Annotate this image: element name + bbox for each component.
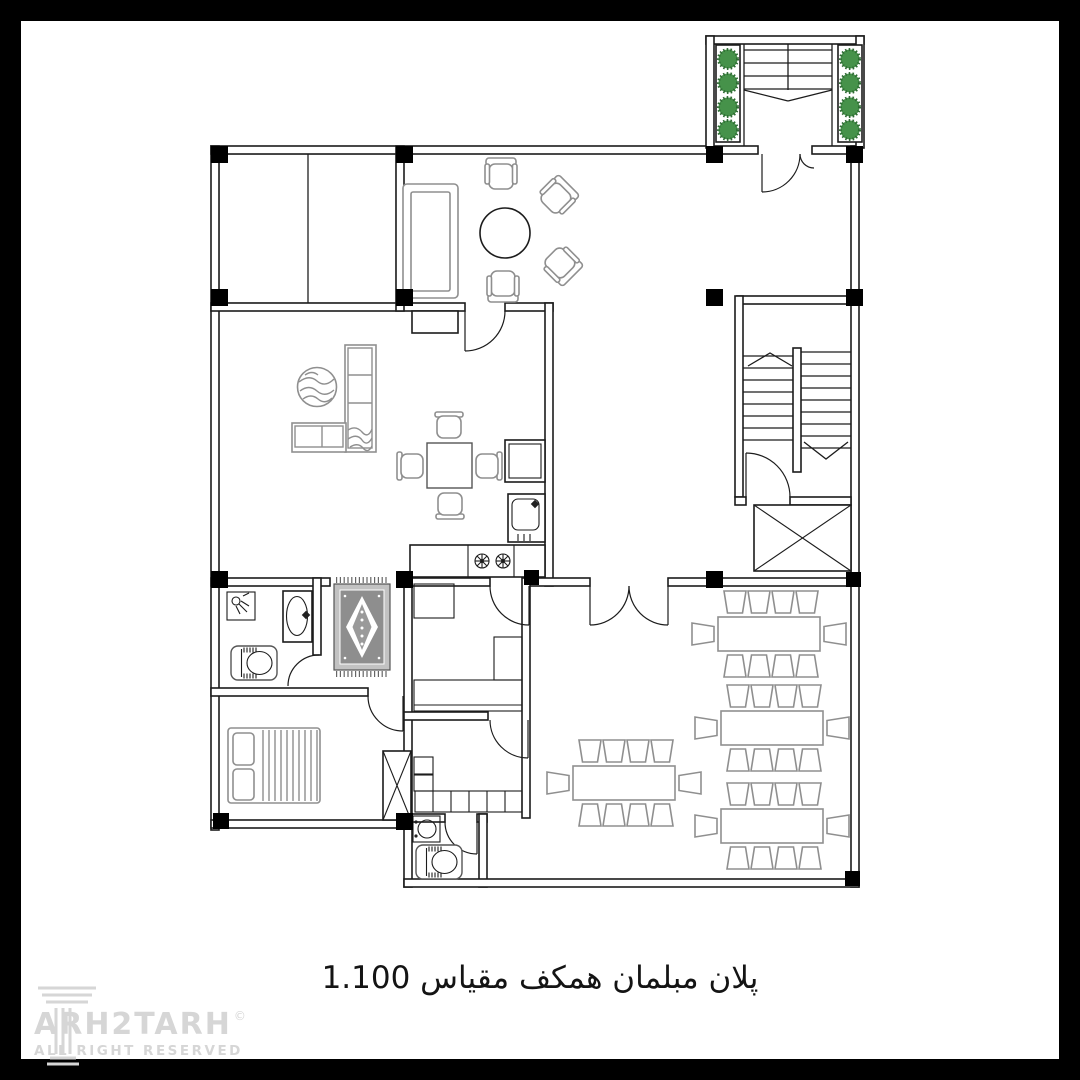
dining-table-10-seat [695, 685, 849, 771]
staircase [743, 348, 851, 472]
round-coffee-table [480, 208, 530, 258]
dining-table-10-seat [692, 591, 846, 677]
shelf [494, 637, 522, 680]
bedroom [228, 728, 411, 820]
fridge [505, 440, 545, 482]
entrance-porch [706, 36, 864, 148]
stair-direction-arrow-up [748, 353, 792, 366]
dining-hall [547, 591, 849, 869]
dining-table-10-seat [547, 740, 701, 826]
main-bathroom [227, 591, 312, 680]
entry-cabinet [412, 311, 458, 333]
kitchen-sink-unit [508, 494, 545, 542]
plan-caption: پلان مبلمان همکف مقیاس 1.100 [321, 960, 759, 996]
copyright-mark: © [233, 1009, 246, 1023]
small-dining-set [397, 412, 502, 519]
entry-steps [744, 44, 832, 101]
logo-tagline: ALL RIGHT RESERVED [34, 1043, 243, 1059]
closet-x-box [383, 751, 411, 820]
persian-rug [334, 580, 390, 674]
column-icon [36, 984, 98, 1066]
stair-direction-arrow-down [804, 442, 848, 459]
shower-icon [232, 593, 249, 614]
small-wc [413, 816, 462, 879]
dining-table-10-seat [695, 783, 849, 869]
toilet [231, 646, 277, 680]
counter [414, 680, 522, 711]
logo-brand-text: ARH2TARH [34, 1007, 232, 1042]
storage-rooms [414, 584, 522, 812]
closet [414, 584, 454, 618]
brand-logo [36, 984, 246, 1059]
pillow [233, 733, 254, 765]
bathroom-sink [283, 591, 312, 642]
double-bed [228, 728, 320, 803]
pillow [233, 769, 254, 800]
lounge-sofa [403, 184, 458, 298]
toilet [416, 845, 462, 879]
shaft-x-box [754, 505, 851, 571]
round-zebra-rug [298, 368, 337, 407]
hatched-void-area [219, 154, 396, 303]
